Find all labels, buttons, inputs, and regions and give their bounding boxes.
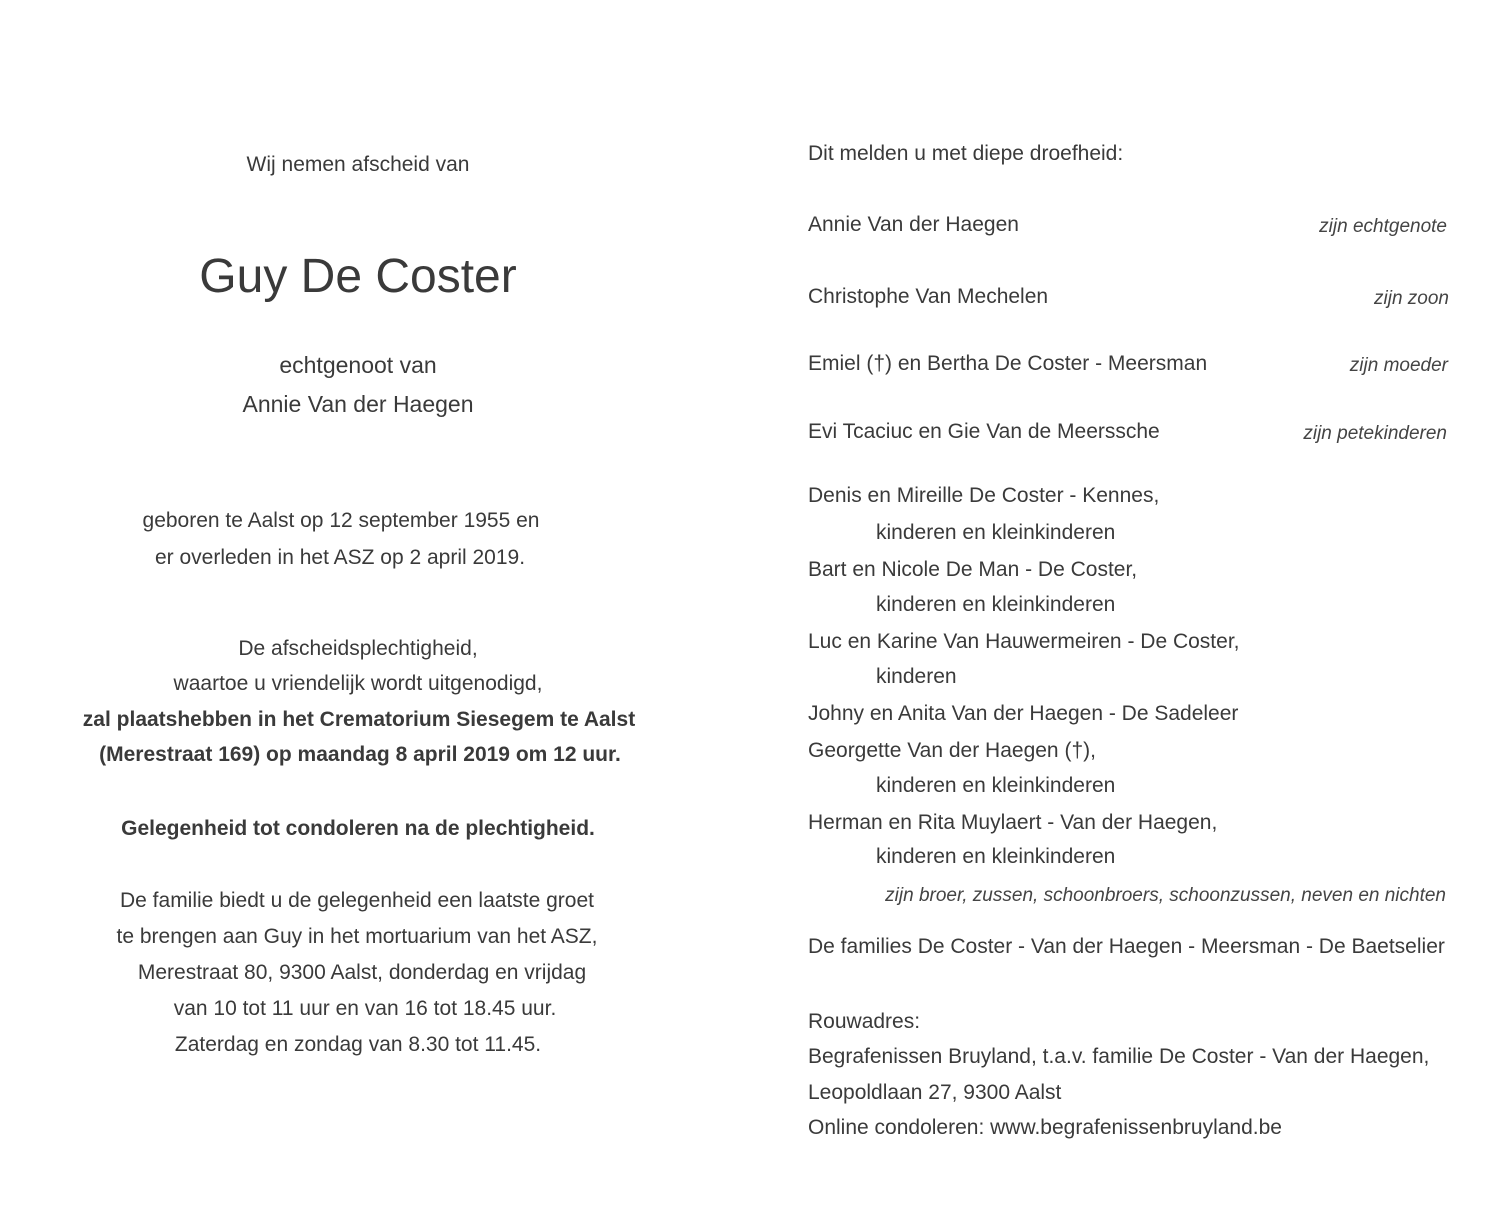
mourners-intro: Dit melden u met diepe droefheid: [808, 142, 1124, 165]
address-line-1: Begrafenissen Bruyland, t.a.v. familie De Coster - Van der Haegen, [808, 1045, 1430, 1068]
relative-relation: zijn moeder [1349, 355, 1448, 376]
visit-line-3: Merestraat 80, 9300 Aalst, donderdag en vrijdag [137, 961, 587, 984]
birth-line-1: geboren te Aalst op 12 september 1955 en [142, 509, 540, 532]
visit-line-4: van 10 tot 11 uur en van 16 tot 18.45 uur. [173, 997, 557, 1020]
sibling-line: Luc en Karine Van Hauwermeiren - De Coster, [808, 630, 1240, 653]
ceremony-line-4: (Merestraat 169) op maandag 8 april 2019 om 12 uur. [99, 743, 621, 766]
relative-name: Christophe Van Mechelen [808, 285, 1049, 308]
spouse-line-1: echtgenoot van [279, 352, 437, 378]
sibling-line: Bart en Nicole De Man - De Coster, [808, 558, 1138, 581]
visit-line-2: te brengen aan Guy in het mortuarium van het ASZ, [116, 925, 598, 948]
intro-text: Wij nemen afscheid van [246, 153, 470, 176]
relative-name: Annie Van der Haegen [808, 213, 1019, 236]
ceremony-line-2: waartoe u vriendelijk wordt uitgenodigd, [173, 672, 543, 695]
online-condolence: Online condoleren: www.begrafenissenbruyland.be [808, 1116, 1282, 1139]
relative-relation: zijn echtgenote [1319, 216, 1447, 237]
relative-name: Evi Tcaciuc en Gie Van de Meerssche [808, 420, 1160, 443]
sibling-line: kinderen en kleinkinderen [876, 845, 1116, 868]
visit-line-1: De familie biedt u de gelegenheid een laatste groet [120, 889, 594, 912]
address-line-2: Leopoldlaan 27, 9300 Aalst [808, 1081, 1062, 1104]
sibling-line: kinderen en kleinkinderen [876, 593, 1116, 616]
sibling-line: Georgette Van der Haegen (†), [808, 739, 1096, 762]
sibling-line: kinderen [876, 665, 957, 688]
relative-name: Emiel (†) en Bertha De Coster - Meersman [808, 352, 1208, 375]
sibling-line: kinderen en kleinkinderen [876, 521, 1116, 544]
spouse-line-2: Annie Van der Haegen [242, 391, 474, 417]
relative-relation: zijn petekinderen [1303, 423, 1447, 444]
visit-line-5: Zaterdag en zondag van 8.30 tot 11.45. [174, 1033, 542, 1056]
ceremony-line-3: zal plaatshebben in het Crematorium Siesegem te Aalst [82, 708, 636, 731]
families-line: De families De Coster - Van der Haegen - Meersman - De Baetselier [808, 935, 1445, 958]
birth-line-2: er overleden in het ASZ op 2 april 2019. [154, 546, 526, 569]
sibling-line: Johny en Anita Van der Haegen - De Sadeleer [808, 702, 1239, 725]
deceased-name: Guy De Coster [199, 250, 517, 303]
ceremony-line-1: De afscheidsplechtigheid, [238, 637, 478, 660]
sibling-line: Herman en Rita Muylaert - Van der Haegen, [808, 811, 1218, 834]
sibling-line: Denis en Mireille De Coster - Kennes, [808, 484, 1160, 507]
relative-relation: zijn zoon [1374, 288, 1449, 309]
sibling-line: kinderen en kleinkinderen [876, 774, 1116, 797]
address-label: Rouwadres: [808, 1010, 921, 1033]
siblings-relation: zijn broer, zussen, schoonbroers, schoonzussen, neven en nichten [885, 885, 1446, 906]
condolence-note: Gelegenheid tot condoleren na de plechtigheid. [121, 817, 595, 840]
